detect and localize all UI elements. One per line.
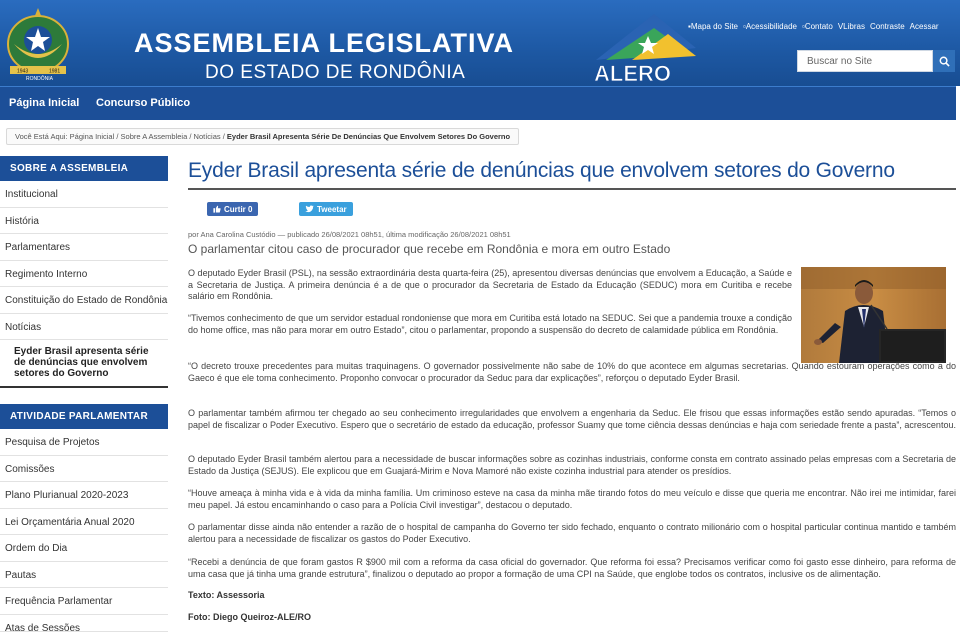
- article-title: Eyder Brasil apresenta série de denúncias que envolvem setores do Governo: [188, 156, 956, 190]
- credit-text: Texto: Assessoria: [188, 590, 265, 600]
- sidebar-item-constituicao[interactable]: Constituição do Estado de Rondônia: [0, 287, 168, 314]
- sidebar-item-ppa[interactable]: Plano Plurianual 2020-2023: [0, 482, 168, 509]
- article-lead: O parlamentar citou caso de procurador que recebe em Rondônia e mora em outro Estado: [188, 242, 671, 256]
- main-navbar: [0, 86, 956, 120]
- sidebar-item-comissoes[interactable]: Comissões: [0, 456, 168, 483]
- alero-logo-text: ALERO: [594, 61, 671, 84]
- sidebar-item-institucional[interactable]: Institucional: [0, 181, 168, 208]
- sidebar-item-historia[interactable]: História: [0, 208, 168, 235]
- breadcrumb-about[interactable]: Sobre A Assembleia: [120, 132, 188, 141]
- search-input[interactable]: Buscar no Site: [797, 50, 933, 72]
- sidebar-section-activity: ATIVIDADE PARLAMENTAR: [0, 404, 168, 429]
- site-header: [0, 0, 960, 86]
- sidebar-current-article[interactable]: Eyder Brasil apresenta série de denúncias que envolvem setores do Governo: [0, 340, 168, 388]
- paragraph-4: O parlamentar também afirmou ter chegado ao seu conhecimento irregularidades que envolvem a engenharia da Seduc. Ele frisou que essas informações estão sendo apuradas. “Temos o papel de fiscalizar o Poder Executivo. Espero que o secretário de estado da educação, professor Suamy que tome ciência dessas denúncias e haja com seriedade frente a pasta”, acrescentou.: [188, 408, 956, 430]
- site-subtitle[interactable]: DO ESTADO DE RONDÔNIA: [205, 62, 466, 83]
- contact-link[interactable]: ▫Contato: [801, 22, 833, 31]
- article: [188, 156, 956, 622]
- breadcrumb: Você Está Aqui: Página Inicial / Sobre A Assembleia / Notícias / Eyder Brasil Apresenta Série De Denúncias Que Envolvem Setores Do Governo: [6, 128, 519, 145]
- sidebar: [0, 156, 168, 632]
- crest-year-left: 1943: [17, 68, 29, 75]
- breadcrumb-news[interactable]: Notícias: [193, 132, 221, 141]
- facebook-like-button[interactable]: Curtir 0: [207, 202, 258, 216]
- sidebar-section-about: SOBRE A ASSEMBLEIA: [0, 156, 168, 181]
- thumbs-up-icon: [213, 205, 221, 213]
- nav-public-contest[interactable]: Concurso Público: [96, 97, 191, 109]
- search-button[interactable]: [933, 50, 955, 72]
- paragraph-8: “Recebi a denúncia de que foram gastos R $900 mil com a reforma da casa oficial do governador. Que reforma foi essa? Precisamos verificar como foi gasto esse dinheiro, para reforma de uma casa que já tinha uma grande estrutura”, finalizou o deputado ao propor a formação de uma CPI na Saúde, que englobe todos os contratos, inclusive os de alimentação.: [188, 557, 956, 579]
- sidebar-item-projetos[interactable]: Pesquisa de Projetos: [0, 429, 168, 456]
- contrast-link[interactable]: Contraste: [869, 22, 905, 31]
- twitter-tweet-button[interactable]: Tweetar: [299, 202, 353, 216]
- vlibras-link[interactable]: VLibras: [837, 22, 865, 31]
- deputy-photo: [801, 267, 946, 363]
- sidebar-item-parlamentares[interactable]: Parlamentares: [0, 234, 168, 261]
- paragraph-1: O deputado Eyder Brasil (PSL), na sessão extraordinária desta quarta-feira (25), apresentou diversas denúncias que envolvem a Educação, a Saúde e a Secretaria de Justiça. A primeira denúncia é a de que o procurador da Secretaria de Estado da Educação (SEDUC) mora em Curitiba e recebe salário em Rondônia.: [188, 268, 792, 301]
- sidebar-item-atas[interactable]: Atas de Sessões: [0, 615, 168, 632]
- sidebar-item-noticias[interactable]: Notícias: [0, 314, 168, 341]
- top-links: [688, 22, 939, 31]
- paragraph-3: “O decreto trouxe precedentes para muitas traquinagens. O governador possivelmente não sabe de 10% do que acontece em algumas secretarias. Quando estouram operações como a do Gaeco é que ele toma conhecimento. Proponho convocar o procurador da Seduc para dar explicações”, reforçou o deputado Eyder Brasil.: [188, 361, 956, 383]
- sidebar-item-loa[interactable]: Lei Orçamentária Anual 2020: [0, 509, 168, 536]
- paragraph-6: “Houve ameaça à minha vida e à vida da minha família. Um criminoso esteve na casa da minha mãe tirando fotos do meu veículo e disse que queria me encontrar. Não irei me intimidar, farei meu papel. Já estou encaminhando o caso para a Polícia Civil investigar”, destacou o deputado.: [188, 488, 956, 510]
- paragraph-2: “Tivemos conhecimento de que um servidor estadual rondoniense que mora em Curitiba está lotado na SEDUC. Sei que a pandemia trouxe a condição do home office, mas não para morar em outro Estado”, citou o parlamentar, propondo a suspensão do decreto de calamidade pública em Rondônia.: [188, 313, 793, 335]
- breadcrumb-current: Eyder Brasil Apresenta Série De Denúncias Que Envolvem Setores Do Governo: [226, 132, 511, 141]
- breadcrumb-home[interactable]: Página Inicial: [69, 132, 115, 141]
- credit-photo: Foto: Diego Queiroz-ALE/RO: [188, 612, 311, 622]
- sidebar-item-ordem-dia[interactable]: Ordem do Dia: [0, 535, 168, 562]
- accessibility-link[interactable]: ▫Acessibilidade: [742, 22, 797, 31]
- paragraph-5: O deputado Eyder Brasil também alertou para a necessidade de buscar informações sobre as cozinhas industriais, conforme consta em contrato assinado pelas empresas com a Secretaria de Estado da Justiça (SEJUS). Ele explicou que em Guajará-Mirim e Nova Mamoré não existe cozinha industrial para atender os presídios.: [188, 454, 956, 476]
- twitter-bird-icon: [305, 205, 314, 213]
- crest-name: RONDÔNIA: [26, 76, 53, 82]
- paragraph-7: O parlamentar disse ainda não entender a razão de o hospital de campanha do Governo ter sido fechado, enquanto o contrato milionário com o hospital particular continua mantido e também alertou para a necessidade de fiscalizar os gastos do Poder Executivo.: [188, 522, 956, 544]
- site-title[interactable]: ASSEMBLEIA LEGISLATIVA: [134, 28, 515, 58]
- alero-logo-icon[interactable]: [592, 8, 702, 84]
- article-byline: por Ana Carolina Custódio — publicado 26/08/2021 08h51, última modificação 26/08/2021 08h51: [188, 230, 511, 239]
- site-map-link[interactable]: ▪Mapa do Site: [688, 22, 738, 31]
- nav-home[interactable]: Página Inicial: [9, 97, 80, 109]
- search-icon: [939, 56, 950, 67]
- crest-year-right: 1981: [49, 68, 61, 75]
- state-crest-icon[interactable]: [4, 6, 72, 82]
- sidebar-gap: [0, 388, 168, 404]
- breadcrumb-prefix: Você Está Aqui:: [15, 132, 68, 141]
- login-link[interactable]: Acessar: [909, 22, 939, 31]
- sidebar-item-pautas[interactable]: Pautas: [0, 562, 168, 589]
- sidebar-item-frequencia[interactable]: Frequência Parlamentar: [0, 588, 168, 615]
- sidebar-item-regimento[interactable]: Regimento Interno: [0, 261, 168, 288]
